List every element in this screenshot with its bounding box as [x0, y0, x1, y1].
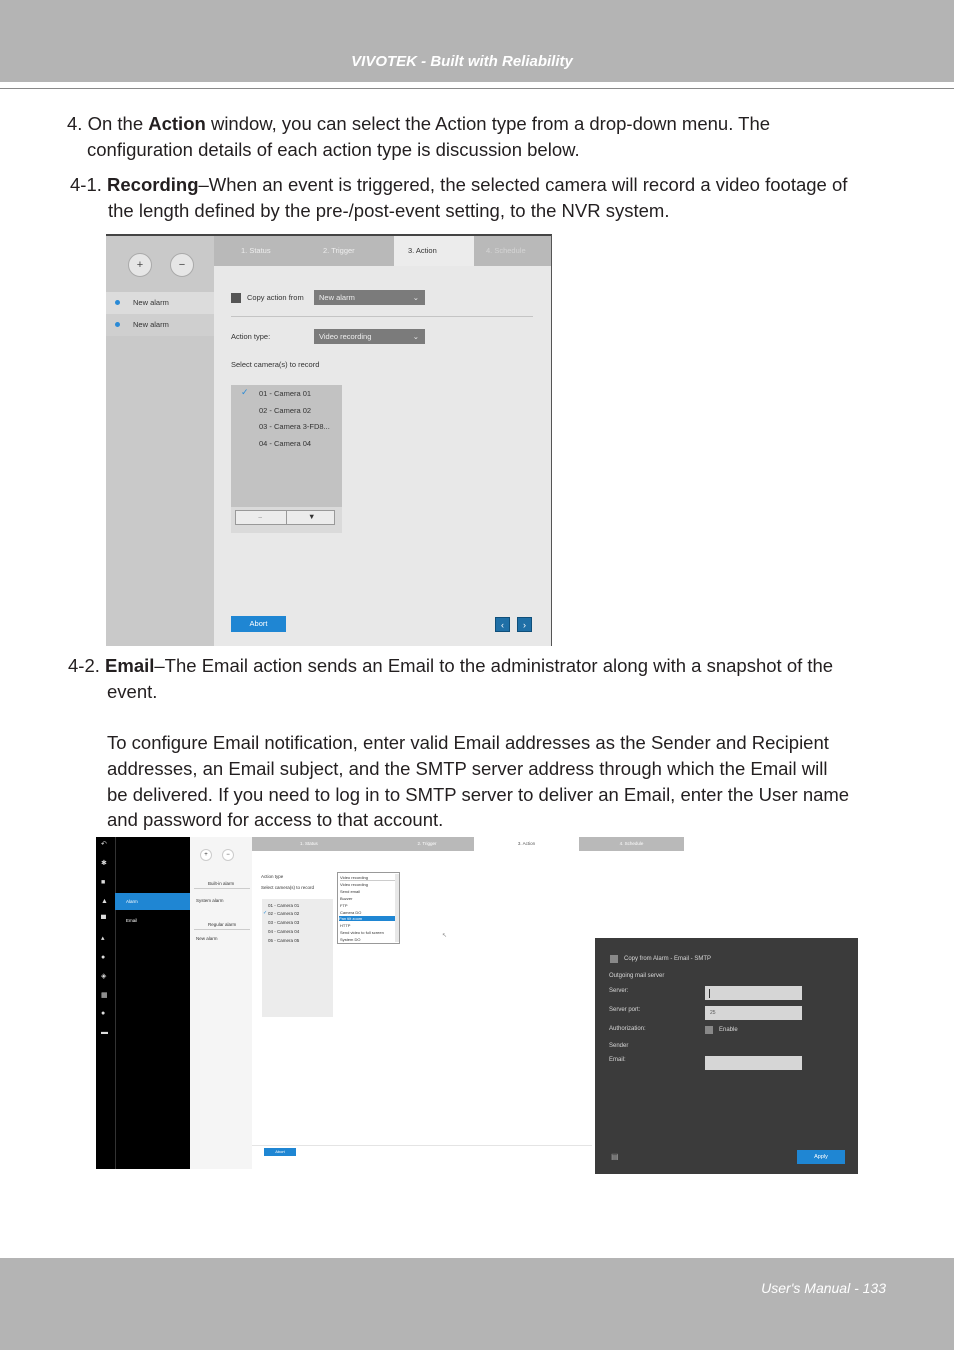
email-label: Email:: [609, 1057, 626, 1063]
step-text: –The Email action sends an Email to the administrator along with a snapshot of the: [154, 655, 834, 676]
abort-button[interactable]: Abort: [264, 1148, 296, 1156]
email-paragraph-line: To configure Email notification, enter valid Email addresses as the Sender and Recipient: [107, 732, 829, 753]
info-icon[interactable]: ●: [101, 1010, 106, 1017]
email-paragraph-line: and password for access to that account.: [107, 809, 444, 830]
header-title: VIVOTEK - Built with Reliability: [351, 53, 573, 70]
list-item[interactable]: 04 - Camera 04: [268, 929, 300, 934]
scrollbar[interactable]: [395, 874, 399, 942]
select-value: Video recording: [319, 332, 372, 341]
action-type-label: Action type: [261, 874, 284, 879]
pager-control[interactable]: [235, 510, 335, 525]
port-label: Server port:: [609, 1007, 641, 1013]
action-window-screenshot: [106, 234, 552, 646]
step-4-1-line2: the length defined by the pre-/post-event setting, to the NVR system.: [108, 200, 670, 221]
pager-divider: [286, 511, 287, 524]
nav-divider: [115, 837, 116, 1169]
page-header: [0, 0, 954, 82]
user-icon[interactable]: ▴: [101, 935, 105, 942]
step-4-line2: configuration details of each action type is discussion below.: [87, 139, 580, 160]
abort-button[interactable]: Abort: [231, 616, 286, 632]
list-item[interactable]: 05 - Camera 05: [268, 938, 300, 943]
list-item[interactable]: 04 - Camera 04: [259, 439, 312, 448]
dropdown-option[interactable]: Camera DO: [340, 910, 362, 915]
step-text: –When an event is triggered, the selected camera will record a video footage of: [198, 174, 848, 195]
page-number: User's Manual - 133: [761, 1280, 886, 1296]
network-icon[interactable]: ◈: [101, 973, 107, 980]
built-in-alarm-heading: Built-in alarm: [208, 881, 235, 886]
dropdown-option[interactable]: FTP: [340, 903, 348, 908]
tab-status[interactable]: 1. Status: [241, 246, 271, 255]
page-footer: [0, 1258, 954, 1350]
regular-alarm-heading: Regular alarm: [208, 922, 237, 927]
list-item[interactable]: 01 - Camera 01: [268, 903, 300, 908]
dropdown-option[interactable]: Send email: [340, 889, 361, 894]
alarm-label: New alarm: [133, 298, 169, 307]
dropdown-option-selected[interactable]: Pan tilt zoom: [339, 916, 395, 921]
tab-label: 1. Status: [300, 841, 318, 846]
wizard-tabs: [214, 236, 552, 266]
authorization-label: Authorization:: [609, 1026, 646, 1032]
tab-schedule[interactable]: 4. Schedule: [486, 246, 526, 255]
enable-label: Enable: [719, 1027, 738, 1033]
dropdown-option[interactable]: Send video to full screen: [340, 930, 384, 935]
camera-list: [262, 899, 333, 1017]
server-input[interactable]: [705, 986, 802, 1000]
camera-icon[interactable]: ■: [101, 879, 106, 886]
step-number: 4. On the: [67, 113, 149, 134]
list-item[interactable]: 03 - Camera 03: [268, 920, 300, 925]
step-4-line1: [67, 111, 770, 137]
dropdown-option[interactable]: System DO: [340, 937, 361, 942]
divider: [194, 888, 250, 889]
tab-action[interactable]: 3. Action: [474, 837, 579, 851]
copy-action-select[interactable]: [314, 290, 425, 305]
alarm-sidebar: [106, 236, 214, 646]
enable-checkbox[interactable]: [705, 1026, 713, 1034]
camera-list: [231, 385, 342, 507]
divider: [252, 1145, 592, 1146]
email-paragraph-line: addresses, an Email subject, and the SMTP server address through which the Email will: [107, 758, 828, 779]
prev-button[interactable]: ‹: [495, 617, 510, 632]
divider: [194, 929, 250, 930]
divider: [231, 316, 533, 317]
nav-sidebar: [96, 837, 190, 1169]
list-pager: [231, 507, 342, 533]
minus-icon: −: [258, 513, 263, 522]
step-keyword: Action: [148, 113, 206, 134]
display-icon[interactable]: ▀: [101, 916, 106, 923]
add-alarm-button[interactable]: +: [128, 253, 152, 277]
copy-action-label: Copy action from: [247, 293, 304, 302]
text-cursor: [709, 989, 710, 998]
folder-icon[interactable]: ▤: [611, 1152, 619, 1161]
nav-item-alarm[interactable]: Alarm: [115, 893, 190, 910]
list-item[interactable]: 03 - Camera 3-FD8...: [259, 422, 330, 431]
select-value: New alarm: [319, 293, 355, 302]
grid-icon[interactable]: ▦: [101, 992, 108, 999]
list-item[interactable]: 02 - Camera 02: [268, 911, 300, 916]
header-divider: [0, 88, 954, 89]
port-input[interactable]: 25: [705, 1006, 802, 1020]
tab-action[interactable]: 3. Action: [394, 236, 474, 266]
gear-icon[interactable]: ✱: [101, 860, 107, 867]
select-cameras-label: Select camera(s) to record: [231, 360, 320, 369]
step-number: 4-1.: [70, 174, 108, 195]
status-dot-icon: [115, 322, 120, 327]
step-4-2-line2: event.: [107, 681, 158, 702]
step-text: window, you can select the Action type from a drop-down menu. The: [205, 113, 771, 134]
email-paragraph-line: be delivered. If you need to log in to SMTP server to deliver an Email, enter the User name: [107, 784, 850, 805]
storage-icon[interactable]: ●: [101, 954, 106, 961]
email-settings-panel: [595, 938, 858, 1174]
tab-trigger[interactable]: 2. Trigger: [323, 246, 355, 255]
next-button[interactable]: ›: [517, 617, 532, 632]
action-type-dropdown[interactable]: [337, 872, 400, 944]
tab-trigger[interactable]: 2. Trigger: [417, 841, 437, 846]
email-config-screenshot: [96, 837, 858, 1174]
checkmark-icon: ✓: [263, 910, 268, 916]
copy-checkbox[interactable]: [610, 955, 618, 963]
status-dot-icon: [115, 300, 120, 305]
email-input[interactable]: [705, 1056, 802, 1070]
remove-alarm-button[interactable]: −: [170, 253, 194, 277]
chevron-down-icon: ⌄: [412, 332, 419, 341]
step-4-1-line1: [70, 172, 847, 198]
dropdown-value: Video recording: [340, 875, 397, 881]
sender-heading: Sender: [609, 1043, 629, 1049]
step-4-2-line1: [68, 653, 833, 679]
back-icon[interactable]: ↶: [101, 841, 107, 848]
copy-label: Copy from Alarm - Email - SMTP: [624, 956, 712, 962]
cursor-icon: ↖: [442, 933, 448, 939]
dropdown-option[interactable]: Video recording: [340, 882, 368, 887]
apply-button[interactable]: Apply: [797, 1150, 845, 1164]
folder-icon[interactable]: ▬: [101, 1029, 108, 1036]
server-label: Server:: [609, 988, 629, 994]
copy-action-checkbox[interactable]: [231, 293, 241, 303]
list-item[interactable]: 01 - Camera 01: [259, 389, 312, 398]
add-alarm-button[interactable]: +: [200, 849, 212, 861]
wizard-tabs: [252, 837, 684, 851]
sidebar-item-alarm[interactable]: [106, 292, 214, 314]
tab-schedule[interactable]: 4. Schedule: [579, 837, 684, 851]
step-keyword: Recording: [107, 174, 199, 195]
sidebar-item-alarm[interactable]: [106, 314, 214, 336]
alarm-list-panel: [190, 837, 252, 1169]
action-type-select[interactable]: [314, 329, 425, 344]
triangle-down-icon: ▼: [308, 512, 316, 521]
new-alarm-item[interactable]: New alarm: [196, 936, 218, 941]
step-keyword: Email: [105, 655, 155, 676]
select-cameras-label: Select camera(s) to record: [261, 885, 315, 890]
outgoing-heading: Outgoing mail server: [609, 973, 665, 979]
alarm-icon[interactable]: ▲: [101, 898, 108, 905]
system-alarm-item[interactable]: System alarm: [196, 898, 224, 903]
remove-alarm-button[interactable]: −: [222, 849, 234, 861]
checkmark-icon: ✓: [241, 387, 249, 397]
alarm-label: New alarm: [133, 320, 169, 329]
list-item[interactable]: 02 - Camera 02: [259, 406, 312, 415]
dropdown-option[interactable]: Buzzer: [340, 896, 353, 901]
chevron-down-icon: ⌄: [412, 293, 419, 302]
nav-item-email[interactable]: Email: [126, 918, 138, 923]
step-number: 4-2.: [68, 655, 106, 676]
action-type-label: Action type:: [231, 332, 271, 341]
dropdown-option[interactable]: HTTP: [340, 923, 351, 928]
